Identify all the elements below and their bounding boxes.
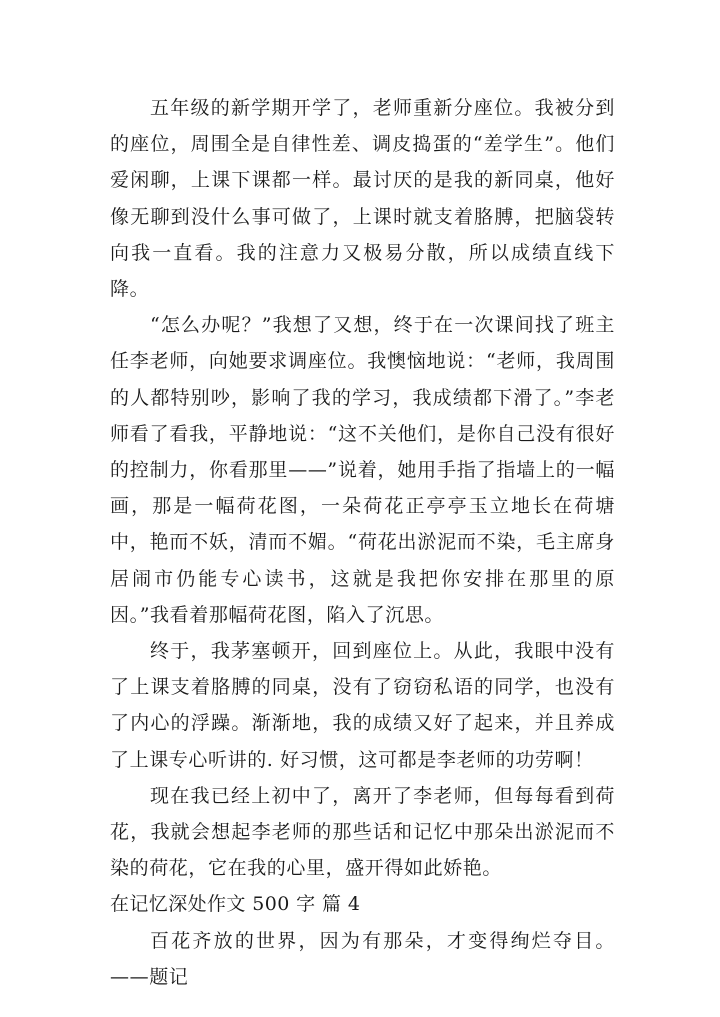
paragraph-1: 五年级的新学期开学了，老师重新分座位。我被分到的座位，周围全是自律性差、调皮捣蛋的“差学生”。他们爱闲聊，上课下课都一样。最讨厌的是我的新同桌，他好像无聊到没什么事可做了，上课时就支着胳膊，把脑袋转向我一直看。我的注意力又极易分散，所以成绩直线下降。 bbox=[110, 97, 615, 301]
section-heading: 在记忆深处作文 500 字 篇 4 bbox=[110, 893, 361, 916]
paragraph-3: 终于，我茅塞顿开，回到座位上。从此，我眼中没有了上课支着胳膊的同桌，没有了窃窃私语的同学，也没有了内心的浮躁。渐渐地，我的成绩又好了起来，并且养成了上课专心听讲的. 好习惯，这可都是李老师的功劳啊！ bbox=[110, 640, 615, 771]
paragraph-4: 现在我已经上初中了，离开了李老师，但每每看到荷花，我就会想起李老师的那些话和记忆中那朵出淤泥而不染的荷花，它在我的心里，盛开得如此娇艳。 bbox=[110, 784, 615, 880]
paragraph-5: 百花齐放的世界，因为有那朵，才变得绚烂夺目。——题记 bbox=[110, 929, 615, 988]
essay-body bbox=[110, 90, 615, 995]
paragraph-2: “怎么办呢？”我想了又想，终于在一次课间找了班主任李老师，向她要求调座位。我懊恼地说：“老师，我周围的人都特别吵，影响了我的学习，我成绩都下滑了。”李老师看了看我，平静地说：“这不关他们，是你自己没有很好的控制力，你看那里——”说着，她用手指了指墙上的一幅画，那是一幅荷花图，一朵荷花正亭亭玉立地长在荷塘中，艳而不妖，清而不媚。“荷花出淤泥而不染，毛主席身居闹市仍能专心读书，这就是我把你安排在那里的原因。”我看着那幅荷花图，陷入了沉思。 bbox=[110, 314, 615, 626]
